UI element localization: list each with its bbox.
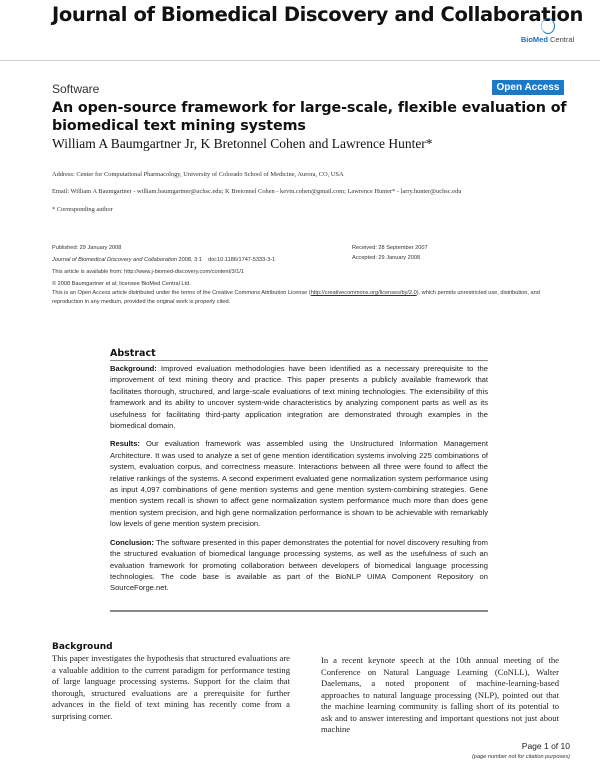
- journal-title: Journal of Biomedical Discovery and Collaboration: [52, 3, 583, 26]
- corresponding-author-note: * Corresponding author: [52, 206, 113, 213]
- logo-text: BioMed Central: [520, 35, 575, 44]
- citation: Journal of Biomedical Discovery and Collaboration 2008, 3:1 doi:10.1186/1747-5333-3-1: [52, 257, 276, 263]
- abstract-divider: [110, 610, 488, 612]
- body-paragraph: This paper investigates the hypothesis that structured evaluations are a valuable addition to the current paradigm for performance testing of large language processing systems. Support for the claim that thorough, structured evaluations are a prerequisite for further advances in the field of text mining has recently come from a surprising corner.: [52, 653, 290, 721]
- author-address: Address: Center for Computational Pharmacology, University of Colorado School of Medicine, Aurora, CO, USA: [52, 171, 344, 178]
- published-date: Published: 29 January 2008: [52, 245, 122, 251]
- article-title: An open-source framework for large-scale, flexible evaluation of biomedical text mining systems: [52, 100, 567, 134]
- abstract-results: Results: Our evaluation framework was assembled using the Unstructured Information Management Architecture. It was used to analyze a set of gene mention identification systems involving 225 combinations of system, evaluation corpus, and correctness measure. Interactions between all three were found to affect the relative rankings of the systems. A second experiment evaluated gene normalization system performance using as input 4,097 combinations of gene mention systems and gene mention system-combining strategies. Gene mention system recall is shown to affect gene normalization system performance much more than does gene mention system precision, and high gene normalization performance is shown to be achievable with remarkably low levels of gene mention system precision.: [110, 439, 488, 529]
- copyright-license: © 2008 Baumgartner et al; licensee BioMed Central Ltd. This is an Open Access article distributed under the terms of the Creative Commons Attribution License (http://creativecommons.org/licenses/by/2.0), which permits unrestricted use, distribution, and reproduction in any medium, provided the original work is properly cited.: [52, 281, 540, 305]
- page-number-note: (page number not for citation purposes): [472, 754, 570, 760]
- abstract-conclusion: Conclusion: The software presented in this paper demonstrates the potential for novel discovery resulting from the structured evaluation of biomedical language processing systems, as well as the usefulness of such an evaluation framework for promoting collaboration between developers of biomedical language processing technologies. The code base is available as part of the BioNLP UIMA Component Repository on SourceForge.net.: [110, 537, 488, 593]
- availability-url[interactable]: This article is available from: http://www.j-biomed-discovery.com/content/3/1/1: [52, 269, 245, 275]
- body-paragraph: In a recent keynote speech at the 10th annual meeting of the Conference on Natural Language Learning (CoNLL), Walter Daelemans, a noted proponent of machine-learning-based approaches to natural language processing (NLP), pointed out that the machine learning community is falling short of its potential to ask and to answer interesting and important questions not just about machine: [321, 655, 559, 734]
- abstract-heading: Abstract: [110, 348, 488, 361]
- body-left-column: [52, 641, 290, 722]
- accepted-date: Accepted: 29 January 2008: [352, 255, 421, 261]
- section-heading-background: Background: [52, 642, 113, 652]
- abstract: [110, 348, 488, 601]
- article-category: Software: [52, 82, 100, 96]
- publisher-logo: [510, 18, 585, 44]
- header-divider: [0, 60, 600, 61]
- author-emails: Email: William A Baumgartner - william.baumgartner@uchsc.edu; K Bretonnel Cohen - kevin.cohen@gmail.com; Lawrence Hunter* - larry.hunter@uchsc.edu: [52, 188, 462, 195]
- license-link[interactable]: http://creativecommons.org/licenses/by/2.0: [310, 290, 417, 296]
- abstract-background: Background: Improved evaluation methodologies have been identified as a necessary prerequisite to the improvement of text mining theory and practice. This paper presents a publicly available framework that facilitates thorough, structured, and large-scale evaluations of text mining technologies. The extensibility of this framework and its ability to uncover system-wide characteristics by analyzing component parts as well as its usefulness for facilitating third-party application integration are demonstrated through examples in the biomedical domain.: [110, 364, 488, 431]
- article-authors: William A Baumgartner Jr, K Bretonnel Cohen and Lawrence Hunter*: [52, 136, 433, 151]
- biomed-central-ring-icon: [541, 18, 555, 34]
- received-date: Received: 28 September 2007: [352, 245, 428, 251]
- body-right-column: [321, 655, 559, 736]
- open-access-badge: Open Access: [492, 80, 564, 95]
- page-number: Page 1 of 10: [521, 741, 570, 751]
